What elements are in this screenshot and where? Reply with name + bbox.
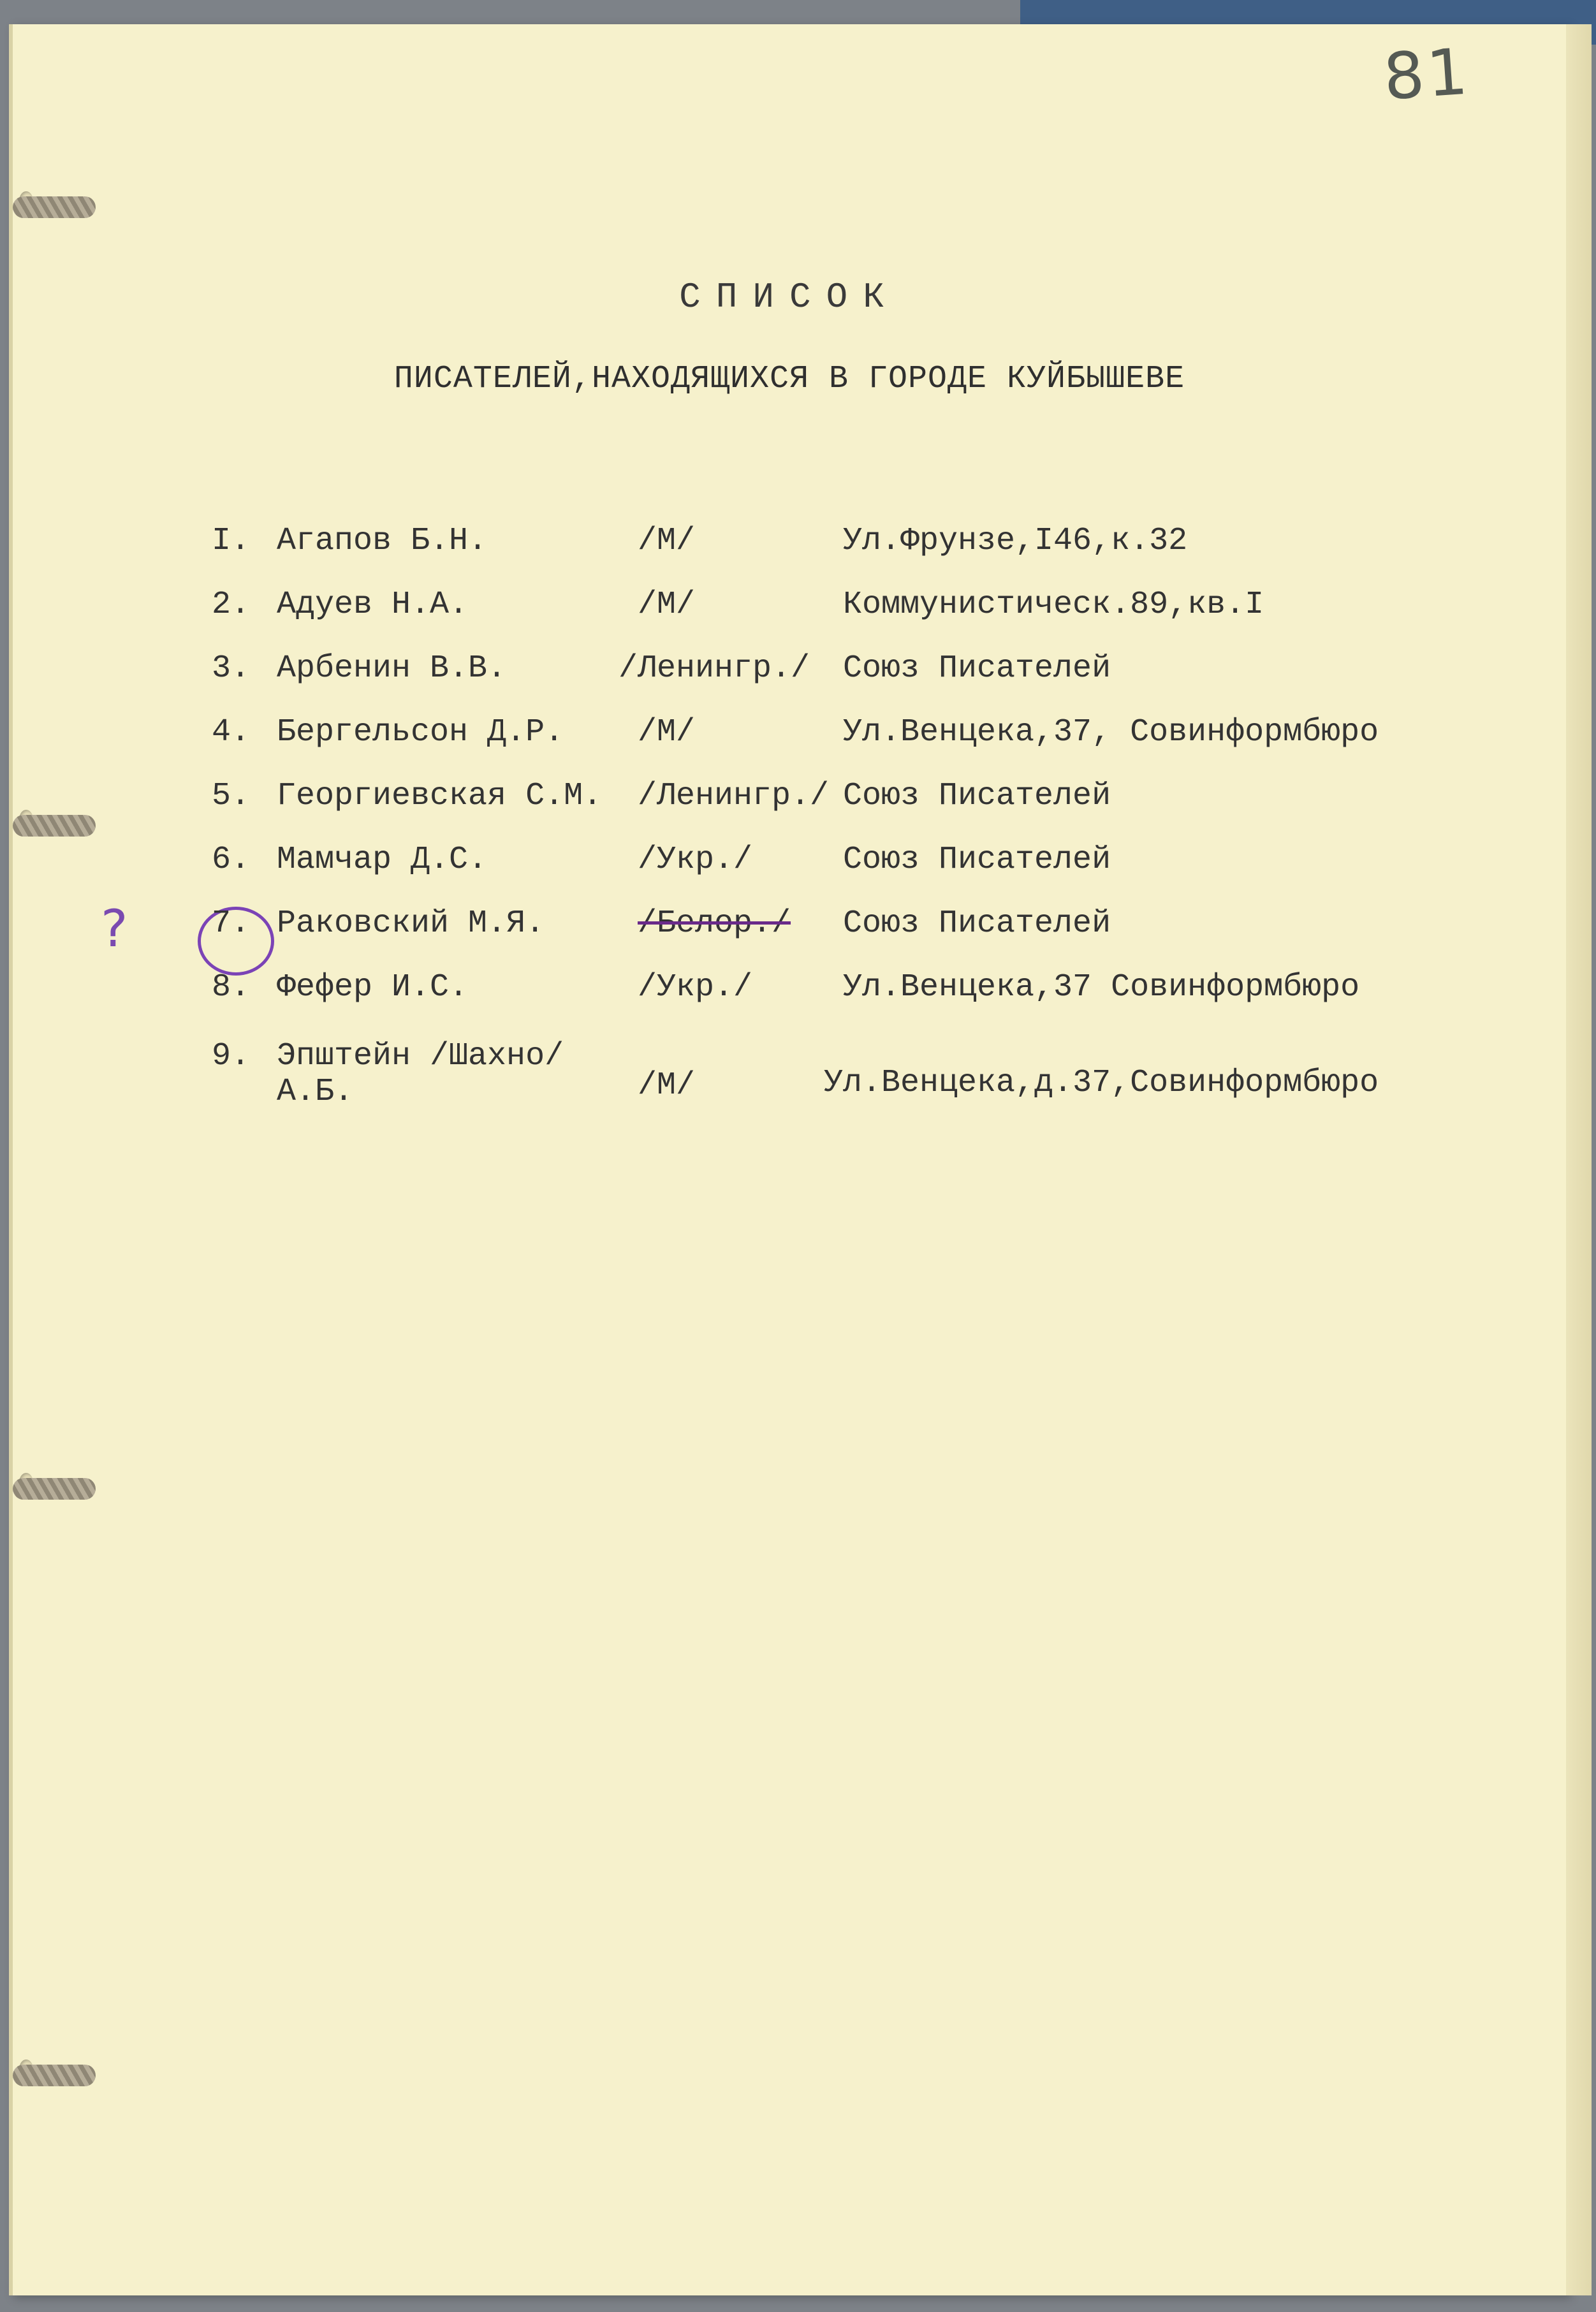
list-item-address: Союз Писателей [843, 650, 1111, 687]
list-item-address: Союз Писателей [843, 842, 1111, 878]
list-item-region: /Укр./ [638, 842, 753, 878]
handwritten-question-mark: ? [101, 899, 128, 958]
list-item-number: 4. [212, 714, 251, 750]
list-item-number: 2. [212, 587, 251, 623]
list-item-name: Агапов Б.Н. [277, 523, 488, 559]
document-page [9, 24, 1566, 2295]
list-item-address: Ул.Венцека,37 Совинформбюро [843, 969, 1360, 1006]
list-item-region: /М/ [638, 714, 696, 750]
binding-thread [13, 2065, 96, 2086]
list-item-address: Ул.Венцека,37, Совинформбюро [843, 714, 1379, 750]
list-item-region: /М/ [638, 587, 696, 623]
list-item-number: 7. [212, 905, 251, 942]
list-item-name: Эпштейн /Шахно/ [277, 1038, 564, 1074]
binding-thread [13, 1478, 96, 1500]
list-item-region: /Ленингр./ [619, 650, 810, 687]
list-item-region: /Укр./ [638, 969, 753, 1006]
list-item-number: 5. [212, 778, 251, 814]
list-item-name: Фефер И.С. [277, 969, 469, 1006]
list-item-name: Мамчар Д.С. [277, 842, 488, 878]
list-item-name-line2: А.Б. [277, 1074, 354, 1110]
list-item-region: /Ленингр./ [638, 778, 830, 814]
list-item-address: Союз Писателей [843, 905, 1111, 942]
list-item-region: /Белор./ [638, 905, 791, 942]
page-edge [1566, 24, 1592, 2295]
list-item-number: 9. [212, 1038, 251, 1074]
document-subtitle: ПИСАТЕЛЕЙ,НАХОДЯЩИХСЯ В ГОРОДЕ КУЙБЫШЕВЕ [393, 361, 1185, 397]
list-item-address: Союз Писателей [843, 778, 1111, 814]
list-item-name: Георгиевская С.М. [277, 778, 603, 814]
list-item-number: 8. [212, 969, 251, 1006]
list-item-number: I. [212, 523, 251, 559]
list-item-name: Арбенин В.В. [277, 650, 507, 687]
binding-thread [13, 815, 96, 837]
list-item-name: Раковский М.Я. [277, 905, 545, 942]
document-title: СПИСОК [679, 277, 900, 318]
list-item-region: /М/ [638, 523, 696, 559]
list-item-address: Коммунистическ.89,кв.I [843, 587, 1264, 623]
list-item-address: Ул.Фрунзе,I46,к.32 [843, 523, 1188, 559]
list-item-name: Адуев Н.А. [277, 587, 469, 623]
list-item-address: Ул.Венцека,д.37,Совинформбюро [824, 1065, 1379, 1101]
list-item-region: /М/ [638, 1067, 696, 1104]
binding-thread [13, 196, 96, 218]
list-item-number: 6. [212, 842, 251, 878]
list-item-number: 3. [212, 650, 251, 687]
handwritten-page-number: 81 [1381, 34, 1473, 115]
list-item-name: Бергельсон Д.Р. [277, 714, 564, 750]
